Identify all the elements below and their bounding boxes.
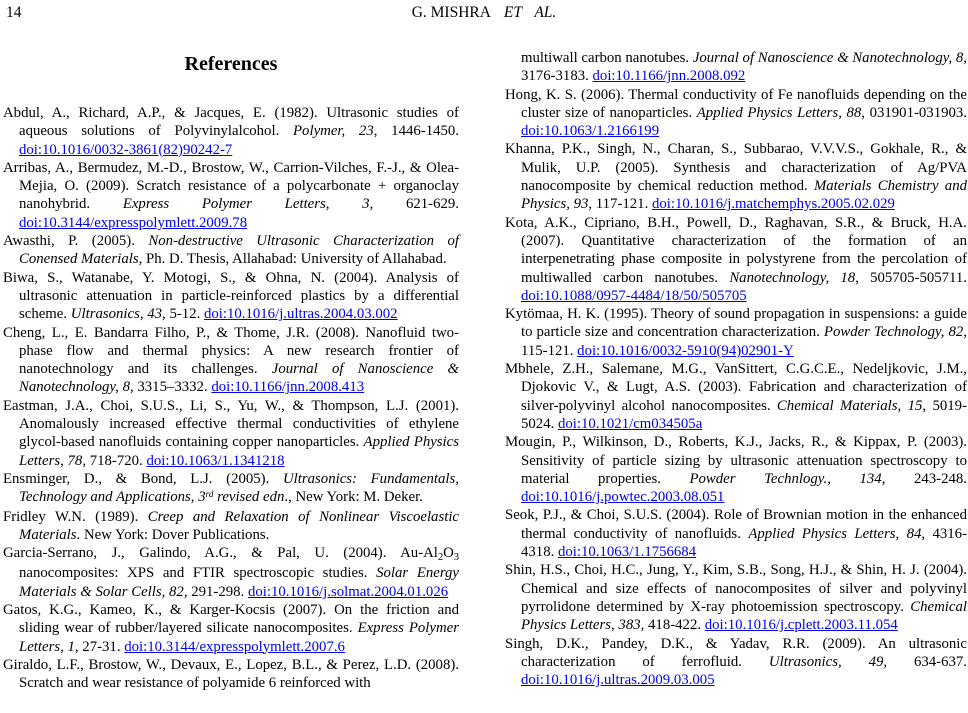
reference-item [505,360,967,433]
reference-item [3,397,459,470]
italic-title-text: revised edn [213,489,285,506]
italic-title-text: Chemical Physics Letters [521,598,967,634]
doi-link[interactable]: doi:10.1063/1.1341218 [146,452,285,469]
italic-title-text: Polymer, 23 [293,123,374,140]
reference-text: O [443,545,454,562]
italic-title-text: Journal of Nanoscience & Nanotechnology, 8 [692,50,964,66]
reference-text: Gatos, K.G., Kameo, K., & Karger-Kocsis (2007). On the friction and sliding wear of rubber/layered silicate nanocomposites. [3,602,459,637]
italic-title-text: 78 [67,452,83,469]
running-head-etal: ET AL. [503,4,557,21]
doi-link[interactable]: doi:10.1088/0957-4484/18/50/505705 [521,287,747,304]
reference-text: , [611,617,619,634]
reference-text: Mbhele, Z.H., Salemane, M.G., VanSittert, C.G.C.E., Nedeljkovic, J.M., Djokovic V., & Lugt, A.S. (2003). Fabrication and characterization of silver-polyvinyl alcohol nanocomposites. [505,361,967,414]
doi-link[interactable]: doi:10.1016/j.ultras.2004.03.002 [203,306,398,323]
reference-text: nanocomposites: XPS and FTIR spectroscopic studies. [19,565,377,582]
reference-text: , 115-121. [521,324,967,359]
reference-text: Khanna, P.K., Singh, N., Charan, S., Subbarao, V.V.V.S., Gokhale, R., & Mulik, U.P. (2005). Synthesis and characterization of Ag/PVA nanocomposite by chemical reduction method. [505,141,967,195]
reference-item [3,104,459,159]
reference-item-continuation [505,49,967,86]
reference-text: , 634-637. [883,653,967,670]
doi-link[interactable]: doi:10.1063/1.2166199 [521,123,660,140]
reference-text: Giraldo, L.F., Brostow, W., Devaux, E., Lopez, B.L., & Perez, L.D. (2008). Scratch and wear resistance of polyamide 6 reinforced with [3,656,459,692]
references-list-right [505,49,967,689]
two-column-body [3,44,967,693]
doi-link[interactable]: doi:10.3144/expresspolymlett.2009.78 [19,214,248,231]
reference-text: Arribas, A., Bermudez, M.-D., Brostow, W., Carrion-Vilches, F.-J., & Olea-Mejia, O. (2009). Scratch resistance of a polycarbonate + organoclay nanohybrid. [3,159,459,213]
italic-title-text: Creep and Relaxation of Nonlinear Viscoelastic Materials [19,508,459,543]
italic-title-text: Express Polymer Letters, 3 [122,196,370,213]
reference-text: , 3176-3183. [521,50,967,85]
reference-text: , [838,104,847,121]
reference-text: . New York: Dover Publications. [76,526,270,543]
doi-link[interactable]: doi:10.1063/1.1756684 [558,544,697,561]
italic-title-text: Materials Chemistry and Physics, 93 [521,178,967,213]
reference-text: , 418-422. [640,617,705,634]
italic-title-text: Powder Technlogy., 134 [689,470,882,487]
doi-link[interactable]: doi:10.1016/j.ultras.2009.03.005 [521,672,715,689]
subscript-text: 3 [453,551,459,563]
reference-text: , 031901-031903. [861,104,967,121]
reference-item [505,86,967,141]
italic-title-text: Ultrasonics: Fundamentals, Technology and Applications, 3 [19,470,459,506]
reference-text: , 291-298. [183,583,248,600]
italic-title-text: Express Polymer Letters, 1 [19,620,460,655]
reference-item [505,214,967,305]
references-heading: References [184,53,278,75]
reference-item [3,232,459,269]
italic-title-text: 88 [846,104,862,121]
reference-item [505,506,967,561]
reference-text: Kota, A.K., Cipriano, B.H., Powell, D., Raghavan, S.R., & Bruck, H.A. (2007). Quantitative characterization of the formation of an interpenetrating phase composite in polystyrene from the percolation of multiwalled carbon nanotubes. [505,214,967,286]
reference-text: ., New York: M. Deker. [284,489,423,506]
superscript-text: rd [205,489,214,500]
reference-item [3,159,459,232]
running-head-authors: G. MISHRA [411,4,491,21]
reference-text: Seok, P.J., & Choi, S.U.S. (2004). Role of Brownian motion in the enhanced thermal conductivity of nanofluids. [505,507,967,542]
italic-title-text: Ultrasonics, 49 [768,653,884,670]
reference-text: , 718-720. [82,452,147,469]
reference-item [505,433,967,506]
reference-text: Kytömaa, H. K. (1995). Theory of sound propagation in suspensions: a guide to particle size and concentration characterization. [505,306,967,341]
italic-title-text: Non-destructive Ultrasonic Characterization of Conensed Materials, [19,233,459,268]
running-head [412,4,557,22]
doi-link[interactable]: doi:10.1166/jnn.2008.413 [211,379,365,396]
reference-text: , 505705-505711. [855,269,967,286]
doi-link[interactable]: doi:10.1016/j.cplett.2003.11.054 [704,617,898,634]
reference-item [3,601,459,656]
reference-text: Singh, D.K., Pandey, D.K., & Yadav, R.R. (2009). An ultrasonic characterization of ferrofluid. [505,635,967,670]
page-number: 14 [6,4,22,21]
reference-text: , 117-121. [588,196,652,213]
italic-title-text: Applied Physics Letters, 84 [748,525,922,542]
italic-title-text: Chemical Materials, 15 [776,397,923,414]
reference-text: Cheng, L., E. Bandarra Filho, P., & Thome, J.R. (2008). Nanofluid two-phase flow and thermal physics: A new research frontier of nanotechnology and its challenges. [3,324,459,378]
reference-item [3,324,459,397]
reference-item [3,544,459,601]
reference-text: Hong, K. S. (2006). Thermal conductivity of Fe nanofluids depending on the cluster size of nanoparticles. [505,86,967,121]
references-list-left [3,104,459,693]
reference-text: , 621-629. [369,196,460,213]
italic-title-text: Applied Physics Letters [696,104,839,121]
reference-text: , 3315–3332. [129,379,212,396]
reference-item [505,561,967,634]
reference-text: , [60,452,68,469]
reference-text: Shin, H.S., Choi, H.C., Jung, Y., Kim, S.B., Song, H.J., & Shin, H. J. (2004). Chemical and size effects of nanocomposites of silver and polyvinyl pyrrolidone determined by X-ray photoemission spectroscopy. [505,562,967,615]
doi-link[interactable]: doi:10.1016/j.matchemphys.2005.02.029 [651,196,895,213]
italic-title-text: Ultrasonics, 43 [70,306,163,323]
doi-link[interactable]: doi:10.1016/0032-5910(94)02901-Y [577,342,794,359]
doi-link[interactable]: doi:10.1016/j.solmat.2004.01.026 [247,583,449,600]
left-column [3,44,459,693]
reference-text: Biwa, S., Watanabe, Y. Motogi, S., & Ohna, N. (2004). Analysis of ultrasonic attenuation in particle-reinforced plastics by a differential scheme. [3,269,459,323]
reference-text: Awasthi, P. (2005). [3,233,149,250]
running-header [0,4,968,26]
reference-text: , 5-12. [162,306,204,323]
reference-item [505,140,967,213]
reference-text: Mougin, P., Wilkinson, D., Roberts, K.J., Jacks, R., & Kippax, P. (2003). Sensitivity of particle sizing by ultrasonic attenuation spectroscopy to material properties. [505,434,967,487]
italic-title-text: Solar Energy Materials & Solar Cells, 82 [19,565,459,600]
italic-title-text: Journal of Nanoscience & Nanotechnology, 8 [19,361,459,396]
reference-text: Eastman, J.A., Choi, S.U.S., Li, S., Yu, W., & Thompson, L.J. (2001). Anomalously increased effective thermal conductivities of ethylene glycol-based nanofluids containing copper nanoparticles. [3,397,459,451]
reference-item [505,635,967,690]
italic-title-text: 383 [618,617,641,634]
reference-text: , 5019-5024. [521,397,967,432]
reference-item [3,470,459,508]
subscript-text: 2 [437,551,444,563]
reference-text: Ensminger, D., & Bond, L.J. (2005). [3,470,283,487]
reference-text: , 27-31. [74,638,125,655]
reference-text: , 243-248. [881,470,967,487]
reference-text: Ph. D. Thesis, Allahabad: University of Allahabad. [142,251,447,268]
doi-link[interactable]: doi:10.1016/0032-3861(82)90242-7 [19,141,233,158]
doi-link[interactable]: doi:10.3144/expresspolymlett.2007.6 [124,638,345,655]
doi-link[interactable]: doi:10.1016/j.powtec.2003.08.051 [521,489,725,506]
doi-link[interactable]: doi:10.1021/cm034505a [558,415,703,432]
right-column [505,44,967,693]
reference-item [505,305,967,360]
reference-text: multiwall carbon nanotubes. [521,50,693,66]
reference-item [3,269,459,324]
reference-item [3,656,459,693]
reference-text: Abdul, A., Richard, A.P., & Jacques, E. (1982). Ultrasonic studies of aqueous solutions of Polyvinylalcohol. [3,105,459,140]
italic-title-text: Applied Physics Letters [19,434,459,469]
doi-link[interactable]: doi:10.1166/jnn.2008.092 [592,68,746,85]
reference-text: Fridley W.N. (1989). [3,508,148,525]
reference-text: , 1446-1450. [373,123,459,140]
italic-title-text: Nanotechnology, 18 [729,269,856,286]
reference-text: , 4316-4318. [521,525,968,561]
italic-title-text: Powder Technology, 82 [823,324,964,341]
reference-text: Garcia-Serrano, J., Galindo, A.G., & Pal, U. (2004). Au-Al [3,545,438,562]
reference-item [3,508,459,545]
